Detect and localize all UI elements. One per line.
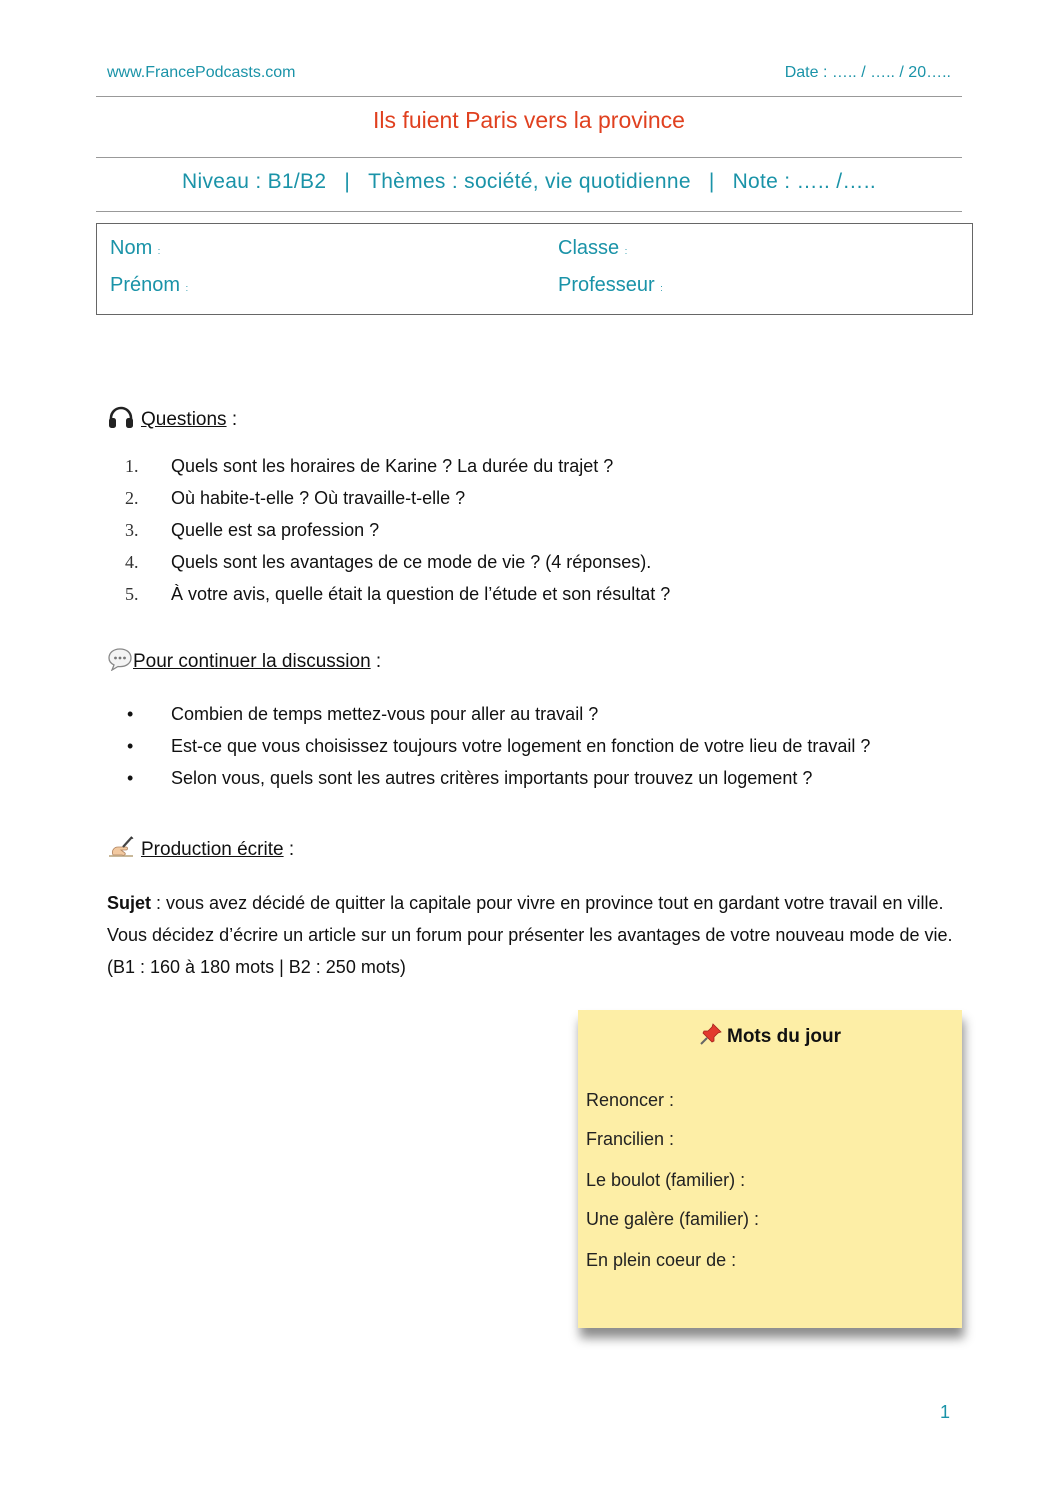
vocab-item: Une galère (familier) :	[586, 1209, 760, 1229]
divider	[96, 211, 962, 212]
list-item	[107, 514, 670, 546]
item-number: 5.	[125, 584, 139, 604]
item-text: Où habite-t-elle ? Où travaille-t-elle ?	[171, 488, 466, 508]
questions-heading	[107, 405, 237, 435]
mots-heading	[578, 1022, 962, 1052]
student-info-box	[96, 223, 973, 315]
page-title: Ils fuient Paris vers la province	[373, 107, 685, 133]
meta-line	[0, 170, 1058, 194]
item-number: 4.	[125, 552, 139, 572]
colon: :	[624, 246, 628, 256]
separator: |	[708, 170, 715, 193]
item-text: Quelle est sa profession ?	[171, 520, 380, 540]
list-item: • Selon vous, quels sont les autres critères importants pour trouvez un logement ?	[107, 762, 870, 794]
list-item	[107, 482, 670, 514]
discussion-suffix: :	[370, 651, 382, 673]
colon: :	[185, 283, 189, 293]
item-text: Quels sont les horaires de Karine ? La durée du trajet ?	[171, 456, 614, 476]
divider	[96, 157, 962, 158]
date-field: Date : ….. / ….. / 20…..	[784, 64, 951, 81]
note-label: Note : ….. /…..	[732, 170, 876, 193]
list-item	[107, 546, 670, 578]
colon: :	[660, 283, 663, 293]
classe-label: Classe	[558, 237, 620, 259]
themes-label: Thèmes : société, vie quotidienne	[368, 170, 691, 193]
production-heading	[107, 835, 294, 865]
vocab-item: Le boulot (familier) :	[586, 1170, 746, 1190]
sujet-text: : vous avez décidé de quitter la capitale pour vivre en province tout en gardant votre travail en ville. Vous décidez d’écrire un article sur un forum pour présenter les avantages de votre nouveau mode de vie. (B1 : 160 à 180 mots | B2 : 250 mots)	[107, 893, 953, 977]
item-text: Quels sont les avantages de ce mode de vie ? (4 réponses).	[171, 552, 652, 572]
production-suffix: :	[283, 839, 295, 861]
vocab-item: En plein coeur de :	[586, 1250, 737, 1270]
classe-field[interactable]	[558, 237, 627, 260]
niveau-label: Niveau : B1/B2	[182, 170, 327, 193]
list-item: • Combien de temps mettez-vous pour aller au travail ?	[107, 698, 870, 730]
item-number: 3.	[125, 520, 139, 540]
pushpin-icon	[699, 1022, 723, 1052]
professeur-label: Professeur	[558, 274, 655, 296]
speech-bubble-icon	[107, 647, 133, 677]
mots-title: Mots du jour	[727, 1026, 841, 1048]
list-item	[107, 578, 670, 610]
discussion-heading	[107, 647, 381, 677]
item-number: 2.	[125, 488, 139, 508]
sujet-label: Sujet	[107, 893, 152, 913]
sujet-paragraph	[107, 887, 957, 983]
writing-hand-icon	[107, 835, 135, 865]
discussion-label: Pour continuer la discussion	[133, 651, 371, 673]
professeur-field[interactable]	[558, 274, 663, 297]
questions-suffix: :	[226, 409, 238, 431]
vocab-item: Renoncer :	[586, 1090, 675, 1110]
separator: |	[344, 170, 351, 193]
vocab-item: Francilien :	[586, 1129, 675, 1149]
list-item	[107, 450, 670, 482]
headphones-icon	[107, 405, 135, 435]
nom-label: Nom	[110, 237, 153, 259]
colon: :	[157, 246, 161, 256]
divider	[96, 96, 962, 97]
item-number: 1.	[125, 456, 139, 476]
prenom-label: Prénom	[110, 274, 181, 296]
nom-field[interactable]	[110, 237, 160, 260]
prenom-field[interactable]	[110, 274, 188, 297]
questions-list	[107, 450, 670, 610]
list-item: • Est-ce que vous choisissez toujours votre logement en fonction de votre lieu de travail ?	[107, 730, 870, 762]
production-label: Production écrite	[141, 839, 284, 861]
mots-du-jour-note	[578, 1010, 962, 1328]
site-url: www.FrancePodcasts.com	[107, 64, 296, 81]
questions-label: Questions	[141, 409, 227, 431]
item-text: À votre avis, quelle était la question de l’étude et son résultat ?	[171, 584, 671, 604]
discussion-list	[107, 698, 870, 794]
page-number: 1	[939, 1402, 950, 1422]
